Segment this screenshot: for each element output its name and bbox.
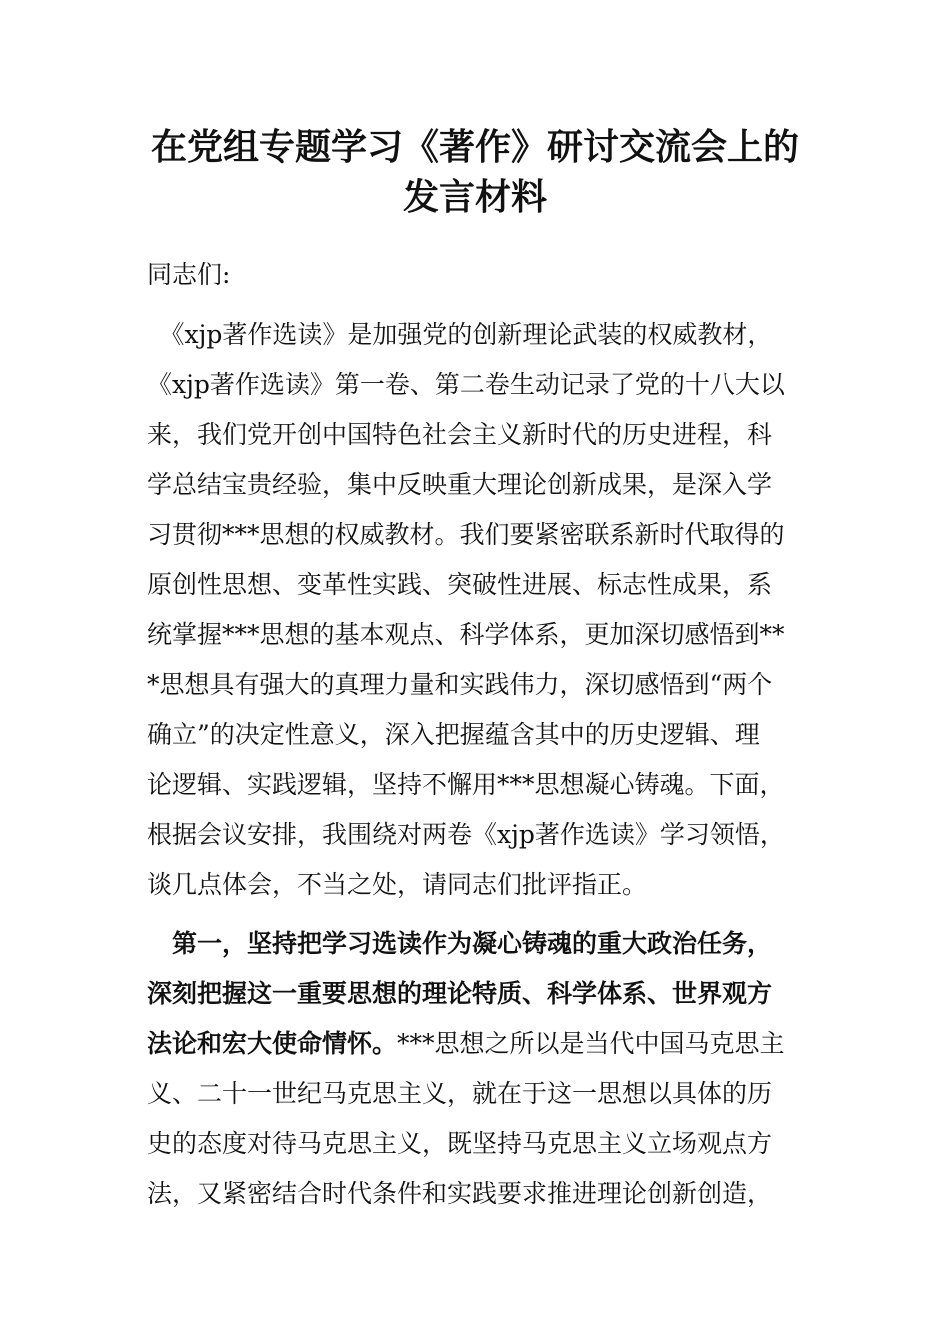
paragraph-1-line: 确立”的决定性意义，深入把握蕴含其中的历史逻辑、理	[147, 720, 760, 749]
paragraph-2-text: ***思想之所以是当代中国马克思主	[397, 1029, 785, 1058]
document-title-line-1: 在党组专题学习《著作》研讨交流会上的	[150, 126, 799, 168]
paragraph-1-line: 谈几点体会，不当之处，请同志们批评指正。	[147, 870, 648, 899]
paragraph-1-line: 原创性思想、变革性实践、突破性进展、标志性成果，系	[147, 570, 773, 599]
paragraph-1-line: 来，我们党开创中国特色社会主义新时代的历史进程，科	[147, 420, 773, 449]
paragraph-2	[147, 919, 807, 1219]
document-title-line-2: 发言材料	[402, 176, 547, 218]
paragraph-2-heading-line: 深刻把握这一重要思想的理论特质、科学体系、世界观方	[147, 979, 773, 1008]
paragraph-2-heading-end: 法论和宏大使命情怀。	[147, 1029, 398, 1058]
paragraph-2-line: 史的态度对待马克思主义，既坚持马克思主义立场观点方	[147, 1129, 773, 1158]
paragraph-1-line: 学总结宝贵经验，集中反映重大理论创新成果，是深入学	[147, 470, 773, 499]
salutation: 同志们:	[147, 260, 231, 289]
paragraph-2-heading-line: 第一，坚持把学习选读作为凝心铸魂的重大政治任务，	[147, 929, 773, 958]
paragraph-1-line: *思想具有强大的真理力量和实践伟力，深切感悟到“两个	[147, 670, 773, 699]
paragraph-1-line: 习贯彻***思想的权威教材。我们要紧密联系新时代取得的	[147, 520, 785, 549]
paragraph-1	[147, 310, 807, 910]
paragraph-2-mixed-line	[147, 1019, 807, 1069]
paragraph-2-line: 法，又紧密结合时代条件和实践要求推进理论创新创造，	[147, 1179, 773, 1208]
paragraph-1-line: 根据会议安排，我围绕对两卷《xjp著作选读》学习领悟，	[147, 820, 785, 849]
paragraph-1-line: 论逻辑、实践逻辑，坚持不懈用***思想凝心铸魂。下面，	[147, 770, 785, 799]
paragraph-1-line: 《xjp著作选读》第一卷、第二卷生动记录了党的十八大以	[147, 370, 785, 399]
paragraph-1-line: 《xjp著作选读》是加强党的创新理论武装的权威教材，	[147, 320, 773, 349]
paragraph-1-line: 统掌握***思想的基本观点、科学体系，更加深切感悟到**	[147, 620, 785, 649]
paragraph-2-line: 义、二十一世纪马克思主义，就在于这一思想以具体的历	[147, 1079, 773, 1108]
